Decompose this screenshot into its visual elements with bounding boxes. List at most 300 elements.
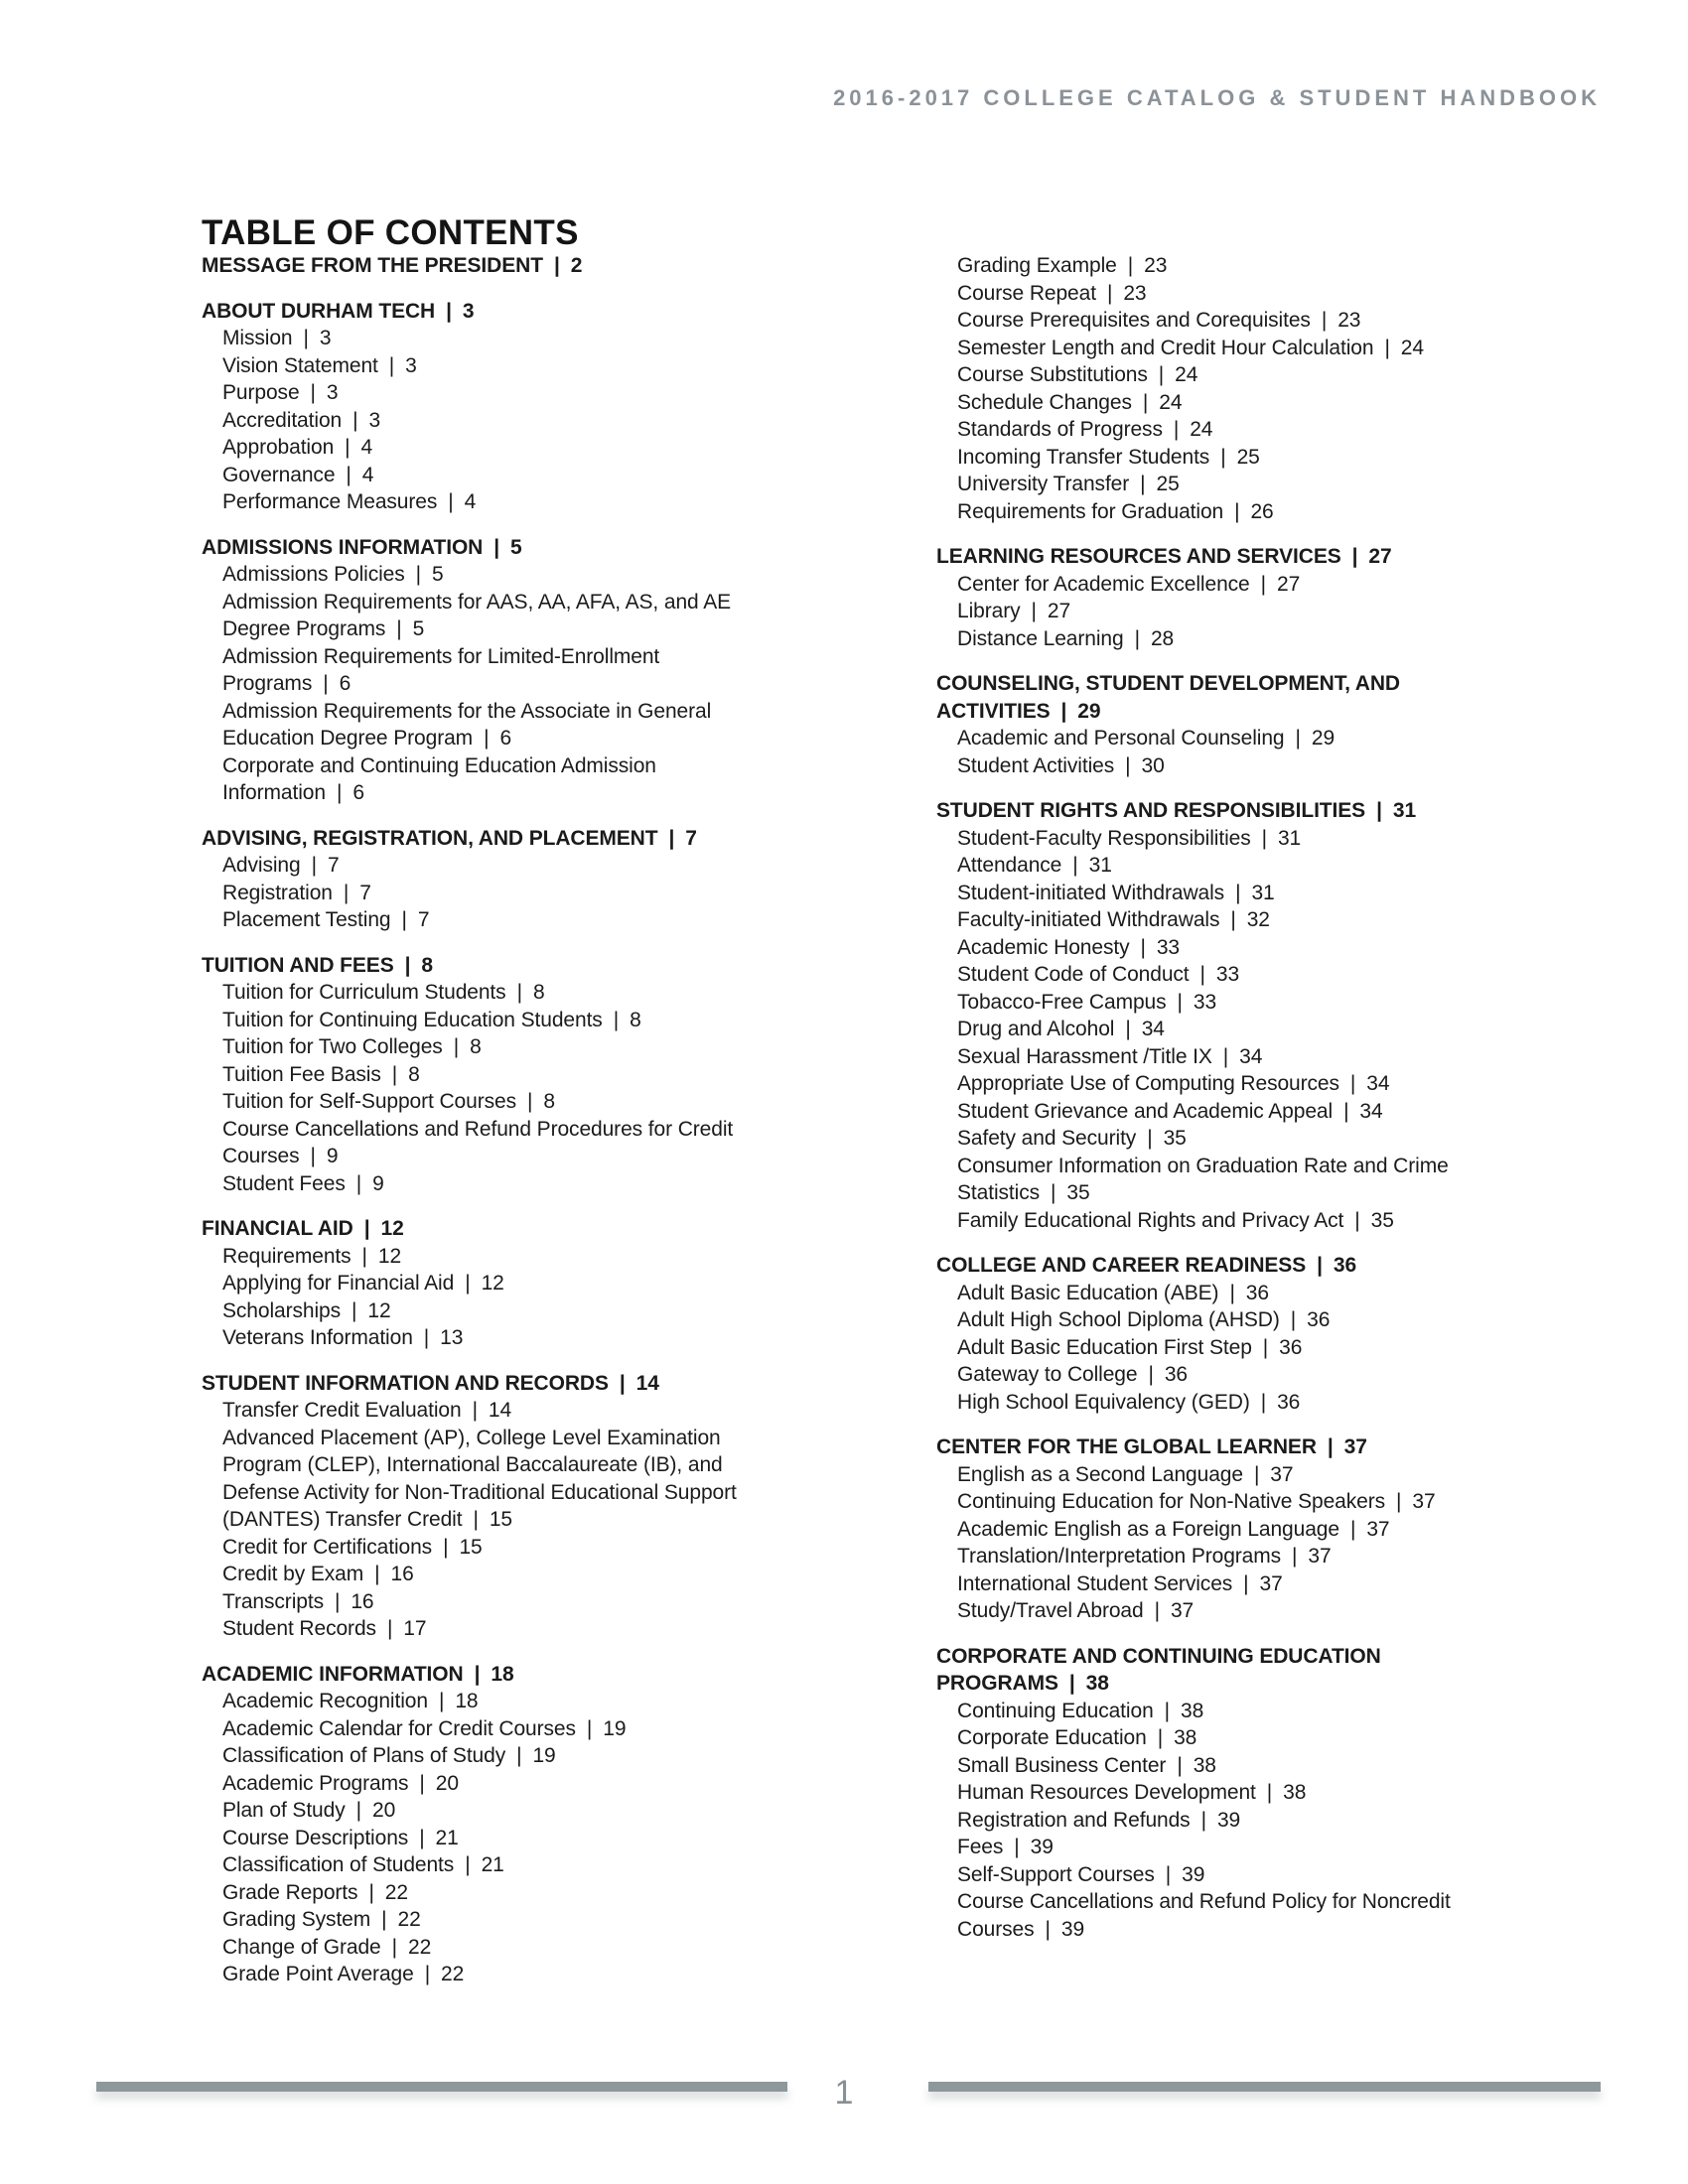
toc-section: [202, 1215, 782, 1352]
toc-entry-page: 37: [1270, 1462, 1294, 1486]
toc-entry: [202, 1061, 782, 1089]
toc-entry-label: Transcripts: [222, 1589, 324, 1613]
toc-entry: [202, 698, 782, 752]
toc-entry-page: 36: [1277, 1390, 1301, 1414]
toc-entry: [936, 1597, 1517, 1625]
toc-entry: [936, 906, 1517, 934]
toc-entry-page: 5: [412, 617, 425, 640]
pipe-separator: |: [1164, 1699, 1171, 1722]
pipe-separator: |: [419, 1826, 425, 1849]
toc-section-header-label: FINANCIAL AID: [202, 1217, 353, 1240]
toc-entry-page: 22: [384, 1880, 408, 1904]
toc-entry-page: 6: [352, 781, 364, 804]
toc-entry-label: Academic Calendar for Credit Courses: [222, 1716, 576, 1740]
pipe-separator: |: [404, 953, 411, 977]
toc-entry-label: Continuing Education for Non-Native Speakers: [957, 1490, 1386, 1513]
toc-entry-page: 38: [1193, 1753, 1216, 1777]
pipe-separator: |: [484, 727, 490, 750]
toc-entry-label: Accreditation: [222, 408, 343, 432]
pipe-separator: |: [1317, 1254, 1323, 1277]
pipe-separator: |: [1321, 309, 1328, 332]
pipe-separator: |: [1140, 935, 1146, 959]
toc-section-header: [202, 252, 782, 280]
toc-entry-label: Admission Requirements for the Associate in General Education Degree Program: [222, 699, 712, 750]
pipe-separator: |: [423, 1326, 430, 1349]
toc-entry: [936, 852, 1517, 880]
toc-entry-page: 37: [1259, 1571, 1283, 1595]
toc-entry-page: 35: [1066, 1181, 1090, 1204]
toc-entry-label: Credit for Certifications: [222, 1535, 433, 1559]
toc-entry: [936, 498, 1517, 526]
toc-entry-label: Fees: [957, 1836, 1004, 1858]
toc-entry-label: Purpose: [222, 381, 300, 404]
toc-entry: [202, 1007, 782, 1034]
toc-entry-label: Library: [957, 600, 1021, 622]
toc-entry: [936, 1306, 1517, 1334]
toc-entry-page: 23: [1123, 281, 1147, 305]
toc-entry: [202, 1588, 782, 1616]
pipe-separator: |: [1147, 1127, 1153, 1150]
pipe-separator: |: [424, 1963, 431, 1985]
toc-entry: [936, 825, 1517, 853]
toc-entry: [936, 961, 1517, 989]
toc-entry-label: Self-Support Courses: [957, 1862, 1155, 1886]
toc-section-header-page: 38: [1085, 1672, 1109, 1695]
toc-section-header-label: ADVISING, REGISTRATION, AND PLACEMENT: [202, 826, 658, 850]
pipe-separator: |: [1014, 1836, 1020, 1858]
pipe-separator: |: [448, 490, 454, 513]
pipe-separator: |: [1154, 1599, 1160, 1622]
toc-entry: [202, 379, 782, 407]
pipe-separator: |: [1229, 1281, 1235, 1304]
toc-entry-page: 24: [1175, 363, 1198, 386]
pipe-separator: |: [1068, 1672, 1075, 1695]
pipe-separator: |: [443, 1535, 449, 1559]
toc-entry-page: 34: [1141, 1018, 1165, 1040]
toc-section: [936, 1643, 1517, 1944]
pipe-separator: |: [1200, 1808, 1206, 1832]
toc-entry: [936, 752, 1517, 780]
toc-entry-label: Veterans Information: [222, 1326, 413, 1349]
toc-entry-label: Incoming Transfer Students: [957, 445, 1210, 469]
toc-section-header-page: 27: [1368, 545, 1392, 568]
pipe-separator: |: [527, 1090, 533, 1113]
footer-page-number: 1: [834, 2074, 854, 2112]
toc-entry-page: 6: [339, 672, 352, 695]
toc-entry-label: Registration and Refunds: [957, 1808, 1191, 1832]
toc-entry: [202, 352, 782, 380]
toc-entry-label: Classification of Plans of Study: [222, 1744, 506, 1767]
toc-entry-page: 7: [417, 908, 430, 931]
toc-entry-page: 8: [630, 1008, 641, 1031]
pipe-separator: |: [345, 436, 351, 459]
pipe-separator: |: [1125, 753, 1131, 777]
toc-entry-page: 38: [1283, 1781, 1307, 1804]
toc-entry-label: Admissions Policies: [222, 563, 405, 586]
toc-entry-page: 21: [435, 1826, 459, 1849]
toc-section-header: [202, 952, 782, 980]
toc-entry: [202, 979, 782, 1007]
toc-entry-page: 15: [489, 1508, 513, 1531]
toc-section-header: [936, 1433, 1517, 1461]
toc-entry: [936, 471, 1517, 498]
pipe-separator: |: [1234, 499, 1240, 523]
toc-section: [936, 543, 1517, 652]
pipe-separator: |: [396, 617, 402, 640]
toc-entry: [936, 1461, 1517, 1489]
pipe-separator: |: [1351, 545, 1358, 568]
toc-entry: [202, 1033, 782, 1061]
toc-entry-page: 23: [1144, 254, 1168, 277]
pipe-separator: |: [1157, 1726, 1164, 1749]
pipe-separator: |: [1134, 626, 1140, 650]
toc-entry: [936, 280, 1517, 308]
pipe-separator: |: [1295, 727, 1301, 750]
pipe-separator: |: [1384, 336, 1390, 359]
toc-entry-label: Grade Reports: [222, 1880, 358, 1904]
toc-entry-page: 36: [1279, 1335, 1303, 1359]
toc-entry: [202, 1297, 782, 1325]
toc-entry-label: Advanced Placement (AP), College Level Examination Program (CLEP), International Baccalaureate (IB), and Defense Activity for Non-Traditional Educational Support (DANTES) Transfer Credit: [222, 1426, 737, 1531]
toc-section-header: [936, 1643, 1517, 1698]
toc-entry-page: 39: [1060, 1917, 1085, 1941]
toc-entry-label: Translation/Interpretation Programs: [957, 1545, 1282, 1568]
pipe-separator: |: [352, 1298, 357, 1322]
toc-entry-label: Academic Programs: [222, 1771, 409, 1795]
toc-entry-label: Course Cancellations and Refund Procedures for Credit Courses: [222, 1117, 734, 1167]
toc-entry-page: 8: [543, 1090, 555, 1113]
toc-entry-page: 37: [1412, 1490, 1436, 1513]
toc-entry-label: Semester Length and Credit Hour Calculation: [957, 336, 1374, 359]
toc-entry-label: Adult Basic Education (ABE): [957, 1281, 1219, 1304]
toc-entry-page: 33: [1193, 990, 1217, 1014]
toc-entry-page: 29: [1311, 727, 1336, 750]
page-title: TABLE OF CONTENTS: [202, 213, 579, 253]
toc-section: [936, 670, 1517, 779]
toc-entry-label: International Student Services: [957, 1571, 1233, 1595]
toc-entry-page: 9: [372, 1171, 384, 1195]
toc-entry-page: 5: [432, 563, 444, 586]
toc-entry-page: 7: [359, 881, 371, 904]
toc-entry-label: Academic English as a Foreign Language: [957, 1517, 1339, 1541]
toc-section-header: [936, 670, 1517, 725]
toc-entry-page: 36: [1307, 1308, 1331, 1331]
toc-entry-page: 34: [1239, 1044, 1263, 1068]
pipe-separator: |: [368, 1880, 374, 1904]
toc-entry: [936, 725, 1517, 752]
toc-entry: [202, 1742, 782, 1770]
toc-entry-page: 33: [1156, 935, 1181, 959]
toc-section-header-page: 18: [491, 1662, 514, 1686]
toc-section-header: [202, 534, 782, 562]
pipe-separator: |: [1173, 418, 1180, 441]
toc-entry: [202, 852, 782, 880]
toc-entry: [936, 1698, 1517, 1725]
toc-entry: [936, 1280, 1517, 1307]
toc-entry: [202, 1561, 782, 1588]
toc-entry-page: 3: [405, 353, 417, 377]
pipe-separator: |: [1165, 1862, 1172, 1886]
pipe-separator: |: [386, 1617, 393, 1640]
toc-entry: [936, 1834, 1517, 1861]
toc-entry-label: Change of Grade: [222, 1935, 381, 1959]
pipe-separator: |: [446, 299, 452, 323]
pipe-separator: |: [438, 1690, 445, 1712]
toc-section-header-page: 37: [1343, 1435, 1367, 1458]
toc-entry-label: Credit by Exam: [222, 1563, 364, 1585]
toc-entry-page: 17: [403, 1617, 427, 1640]
toc-entry-label: University Transfer: [957, 473, 1130, 495]
toc-entry-label: Course Cancellations and Refund Policy for Noncredit Courses: [957, 1890, 1451, 1941]
toc-entry-page: 23: [1337, 309, 1361, 332]
toc-entry: [936, 1389, 1517, 1417]
pipe-separator: |: [346, 463, 352, 486]
toc-entry: [936, 934, 1517, 962]
pipe-separator: |: [1235, 881, 1241, 904]
toc-entry: [936, 1779, 1517, 1807]
toc-entry-label: Admission Requirements for Limited-Enrollment Programs: [222, 644, 660, 695]
toc-entry-page: 20: [435, 1771, 459, 1795]
pipe-separator: |: [1260, 572, 1266, 596]
toc-entry-page: 34: [1359, 1099, 1383, 1123]
toc-entry-label: Scholarships: [222, 1298, 342, 1322]
toc-entry-page: 3: [326, 381, 339, 404]
toc-entry-label: Student Code of Conduct: [957, 963, 1190, 986]
toc-entry-label: Tuition for Continuing Education Students: [222, 1008, 603, 1031]
toc-entry-label: High School Equivalency (GED): [957, 1390, 1250, 1414]
toc-entry-page: 15: [459, 1535, 483, 1559]
pipe-separator: |: [352, 408, 358, 432]
toc-entry-page: 16: [390, 1563, 414, 1585]
toc-section-header-label: CENTER FOR THE GLOBAL LEARNER: [936, 1435, 1317, 1458]
pipe-separator: |: [374, 1563, 380, 1585]
pipe-separator: |: [1376, 799, 1382, 822]
pipe-separator: |: [415, 563, 422, 586]
toc-entry-page: 26: [1250, 499, 1274, 523]
toc-entry-page: 37: [1366, 1517, 1390, 1541]
pipe-separator: |: [1158, 363, 1165, 386]
toc-entry: [202, 752, 782, 807]
toc-section-header-label: ABOUT DURHAM TECH: [202, 299, 436, 323]
pipe-separator: |: [1060, 699, 1067, 723]
toc-entry: [936, 1334, 1517, 1362]
toc-entry: [202, 434, 782, 462]
toc-entry-label: Attendance: [957, 854, 1062, 877]
toc-section-header-page: 8: [421, 953, 433, 977]
pipe-separator: |: [391, 1935, 397, 1959]
toc-entry-label: Student Grievance and Academic Appeal: [957, 1099, 1334, 1123]
toc-entry-page: 24: [1400, 336, 1424, 359]
toc-section: [202, 252, 782, 280]
toc-entry: [936, 1861, 1517, 1889]
toc-section-header-label: ADMISSIONS INFORMATION: [202, 535, 484, 559]
toc-entry-label: Family Educational Rights and Privacy Act: [957, 1208, 1344, 1232]
toc-entry-label: Admission Requirements for AAS, AA, AFA, AS, and AE Degree Programs: [222, 590, 732, 640]
toc-entry-label: Tobacco-Free Campus: [957, 990, 1167, 1014]
pipe-separator: |: [1222, 1044, 1229, 1068]
toc-entry-page: 22: [441, 1963, 465, 1985]
toc-entry-label: Approbation: [222, 436, 335, 459]
toc-section-header-label: STUDENT RIGHTS AND RESPONSIBILITIES: [936, 799, 1366, 822]
toc-entry-label: Course Substitutions: [957, 363, 1148, 386]
toc-entry: [936, 1016, 1517, 1043]
pipe-separator: |: [1230, 908, 1236, 931]
toc-entry-page: 35: [1163, 1127, 1187, 1150]
toc-entry: [936, 1070, 1517, 1098]
pipe-separator: |: [465, 1272, 471, 1295]
toc-entry-page: 30: [1141, 753, 1165, 777]
toc-entry-page: 4: [361, 463, 374, 486]
toc-entry: [202, 1879, 782, 1907]
pipe-separator: |: [1266, 1781, 1273, 1804]
pipe-separator: |: [1177, 990, 1183, 1014]
pipe-separator: |: [1261, 826, 1267, 850]
toc-entry-label: Requirements: [222, 1244, 352, 1268]
toc-entry: [936, 989, 1517, 1017]
pipe-separator: |: [343, 881, 350, 904]
toc-entry-label: Standards of Progress: [957, 418, 1163, 441]
toc-entry: [202, 1797, 782, 1825]
toc-entry: [202, 1906, 782, 1934]
toc-section-header-page: 5: [510, 535, 522, 559]
toc-entry-page: 4: [464, 490, 477, 513]
toc-column-right: [936, 252, 1517, 1943]
toc-entry-label: Course Descriptions: [222, 1826, 409, 1849]
toc-entry: [202, 1088, 782, 1116]
toc-entry-label: Course Repeat: [957, 281, 1096, 305]
pipe-separator: |: [465, 1853, 471, 1876]
pipe-separator: |: [1148, 1363, 1154, 1386]
toc-section-header-label: COLLEGE AND CAREER READINESS: [936, 1254, 1307, 1277]
toc-entry-label: Gateway to College: [957, 1363, 1138, 1386]
pipe-separator: |: [1127, 254, 1134, 277]
toc-entry-page: 34: [1366, 1072, 1390, 1095]
footer-rule-right: [928, 2082, 1601, 2092]
toc-entry-label: Registration: [222, 881, 333, 904]
toc-entry: [936, 1361, 1517, 1389]
toc-entry-label: Human Resources Development: [957, 1781, 1256, 1804]
toc-section: [202, 298, 782, 516]
toc-entry-label: Student Activities: [957, 753, 1115, 777]
toc-entry-page: 24: [1159, 390, 1183, 414]
toc-section-header-label: STUDENT INFORMATION AND RECORDS: [202, 1371, 609, 1395]
toc-entry-page: 32: [1246, 908, 1270, 931]
toc-entry: [202, 880, 782, 907]
toc-entry-label: Adult Basic Education First Step: [957, 1335, 1252, 1359]
toc-entry-page: 9: [326, 1145, 339, 1167]
toc-section-header-label: CORPORATE AND CONTINUING EDUCATION PROGRAMS: [936, 1644, 1381, 1695]
pipe-separator: |: [1045, 1917, 1051, 1941]
toc-section-header-label: COUNSELING, STUDENT DEVELOPMENT, AND ACTIVITIES: [936, 672, 1400, 723]
toc-entry-page: 27: [1047, 600, 1071, 622]
toc-entry: [936, 1807, 1517, 1835]
toc-section-header: [202, 1661, 782, 1689]
toc-entry-page: 31: [1088, 854, 1112, 877]
toc-column-left: [202, 252, 782, 1988]
toc-entry: [936, 1098, 1517, 1126]
toc-entry: [936, 1570, 1517, 1598]
toc-entry-label: Study/Travel Abroad: [957, 1599, 1144, 1622]
toc-entry-label: Safety and Security: [957, 1127, 1137, 1150]
toc-entry-label: Sexual Harassment /Title IX: [957, 1044, 1212, 1068]
toc-section-header: [202, 1215, 782, 1243]
toc-entry: [936, 880, 1517, 907]
toc-entry: [202, 1534, 782, 1562]
pipe-separator: |: [493, 535, 500, 559]
toc-entry: [202, 589, 782, 643]
toc-entry: [936, 625, 1517, 653]
toc-entry-page: 4: [360, 436, 373, 459]
toc-entry-label: Plan of Study: [222, 1799, 346, 1822]
toc-entry-page: 25: [1236, 445, 1260, 469]
pipe-separator: |: [361, 1244, 367, 1268]
toc-section-header: [936, 797, 1517, 825]
toc-entry: [936, 252, 1517, 280]
pipe-separator: |: [613, 1008, 620, 1031]
toc-entry-label: Grade Point Average: [222, 1963, 414, 1985]
toc-entry: [202, 1615, 782, 1643]
pipe-separator: |: [516, 1744, 522, 1767]
pipe-separator: |: [1125, 1018, 1131, 1040]
toc-entry: [202, 643, 782, 698]
toc-entry: [202, 1825, 782, 1852]
pipe-separator: |: [1142, 390, 1149, 414]
toc-entry: [202, 1934, 782, 1962]
toc-entry-page: 33: [1215, 963, 1240, 986]
pipe-separator: |: [1262, 1335, 1269, 1359]
pipe-separator: |: [388, 353, 395, 377]
toc-entry: [936, 1207, 1517, 1235]
toc-section-header: [202, 1370, 782, 1398]
toc-section: [202, 534, 782, 807]
toc-entry: [202, 1961, 782, 1988]
toc-entry-label: Placement Testing: [222, 908, 391, 931]
pipe-separator: |: [363, 1217, 370, 1240]
toc-entry-label: Grading Example: [957, 254, 1117, 277]
toc-entry-label: Schedule Changes: [957, 390, 1132, 414]
toc-entry-page: 28: [1150, 626, 1175, 650]
pipe-separator: |: [303, 327, 309, 349]
toc-entry-page: 3: [319, 327, 332, 349]
toc-section-header: [202, 298, 782, 326]
toc-entry-page: 12: [481, 1272, 504, 1295]
toc-section-header-page: 31: [1392, 799, 1417, 822]
toc-entry: [936, 1488, 1517, 1516]
toc-entry-page: 20: [371, 1799, 396, 1822]
toc-entry-label: Transfer Credit Evaluation: [222, 1399, 462, 1422]
toc-entry-label: Tuition for Curriculum Students: [222, 981, 506, 1004]
toc-entry: [936, 307, 1517, 335]
toc-entry: [202, 1770, 782, 1798]
toc-section-header-label: LEARNING RESOURCES AND SERVICES: [936, 545, 1341, 568]
toc-section: [936, 797, 1517, 1234]
toc-entry: [202, 1715, 782, 1743]
catalog-header: 2016-2017 COLLEGE CATALOG & STUDENT HANDBOOK: [833, 85, 1601, 110]
toc-entry-label: Consumer Information on Graduation Rate and Crime Statistics: [957, 1154, 1449, 1204]
toc-section-header: [936, 543, 1517, 571]
toc-entry-page: 22: [397, 1908, 421, 1931]
toc-entry: [936, 1516, 1517, 1544]
pipe-separator: |: [1343, 1099, 1349, 1123]
pipe-separator: |: [381, 1908, 387, 1931]
toc-section-header-page: 3: [462, 299, 475, 323]
pipe-separator: |: [472, 1399, 478, 1422]
toc-entry-page: 8: [408, 1062, 420, 1086]
toc-entry: [202, 1851, 782, 1879]
toc-entry: [202, 1397, 782, 1425]
toc-section: [202, 1661, 782, 1988]
toc-entry: [936, 571, 1517, 599]
